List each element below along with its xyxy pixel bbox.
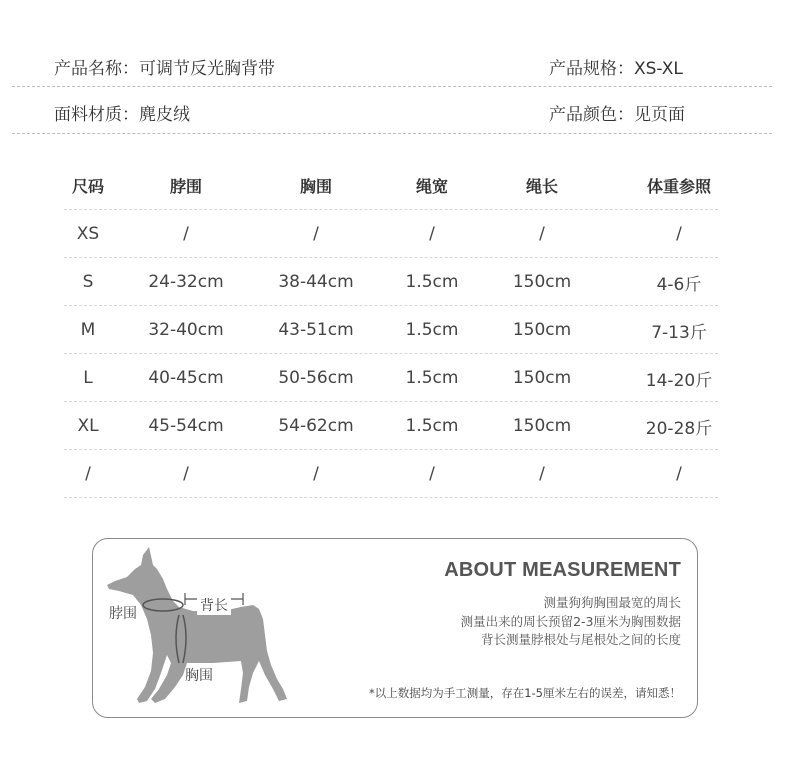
cell-rope-width: 1.5cm xyxy=(405,368,459,388)
cell-size: S xyxy=(82,272,94,292)
product-info-row-2 xyxy=(0,90,790,130)
header-weight: 体重参照 xyxy=(646,176,711,196)
dog-silhouette-icon xyxy=(93,539,333,717)
table-row xyxy=(64,402,718,450)
cell-weight: 20-28斤 xyxy=(645,418,713,439)
header-rope-width: 绳宽 xyxy=(415,176,448,196)
table-row xyxy=(64,354,718,402)
cell-rope-width: 1.5cm xyxy=(405,416,459,436)
cell-rope-length: / xyxy=(539,224,545,244)
table-header xyxy=(64,160,718,210)
cell-rope-length: 150cm xyxy=(512,416,572,436)
cell-rope-width: 1.5cm xyxy=(405,320,459,340)
cell-chest: 43-51cm xyxy=(278,320,354,340)
cell-chest: / xyxy=(313,464,319,484)
product-info-row-1 xyxy=(0,44,790,84)
material-label: 面料材质：麂皮绒 xyxy=(54,105,190,125)
divider xyxy=(12,133,772,134)
cell-weight: 4-6斤 xyxy=(656,274,702,295)
cell-rope-length: 150cm xyxy=(512,368,572,388)
size-table xyxy=(64,160,718,498)
table-row xyxy=(64,210,718,258)
cell-size: M xyxy=(80,320,96,340)
cell-weight: 7-13斤 xyxy=(651,322,707,343)
cell-rope-length: / xyxy=(539,464,545,484)
back-length-label: 背长 xyxy=(197,595,231,615)
header-rope-length: 绳长 xyxy=(525,176,558,196)
cell-chest: 54-62cm xyxy=(278,416,354,436)
cell-weight: / xyxy=(676,464,682,484)
cell-neck: 40-45cm xyxy=(148,368,224,388)
row-divider xyxy=(64,497,718,498)
cell-chest: / xyxy=(313,224,319,244)
cell-neck: 45-54cm xyxy=(148,416,224,436)
chest-label: 胸围 xyxy=(185,668,213,684)
measurement-panel xyxy=(92,538,698,718)
cell-neck: 24-32cm xyxy=(148,272,224,292)
cell-rope-length: 150cm xyxy=(512,320,572,340)
measurement-line: 背长测量脖根处与尾根处之间的长度 xyxy=(480,632,681,647)
cell-weight: / xyxy=(676,224,682,244)
cell-size: XS xyxy=(76,224,100,244)
cell-size: / xyxy=(85,464,91,484)
header-neck: 脖围 xyxy=(169,176,202,196)
measurement-line: 测量出来的周长预留2-3厘米为胸围数据 xyxy=(460,614,681,629)
cell-rope-width: 1.5cm xyxy=(405,272,459,292)
header-chest: 胸围 xyxy=(299,176,332,196)
neck-label: 脖围 xyxy=(109,606,137,622)
header-size: 尺码 xyxy=(71,176,104,196)
measurement-line: 测量狗狗胸围最宽的周长 xyxy=(543,595,681,610)
cell-rope-width: / xyxy=(429,224,435,244)
cell-chest: 50-56cm xyxy=(278,368,354,388)
cell-neck: / xyxy=(183,464,189,484)
cell-rope-length: 150cm xyxy=(512,272,572,292)
divider xyxy=(12,86,772,87)
measurement-note: *以上数据均为手工测量，存在1-5厘米左右的误差，请知悉！ xyxy=(368,686,681,700)
measurement-title: ABOUT MEASUREMENT xyxy=(444,559,681,581)
table-row xyxy=(64,306,718,354)
product-name-label: 产品名称：可调节反光胸背带 xyxy=(54,59,275,79)
table-row xyxy=(64,258,718,306)
table-row xyxy=(64,450,718,498)
cell-chest: 38-44cm xyxy=(278,272,354,292)
cell-size: L xyxy=(83,368,93,388)
color-label: 产品颜色：见页面 xyxy=(549,105,685,125)
cell-weight: 14-20斤 xyxy=(645,370,713,391)
product-spec-label: 产品规格：XS-XL xyxy=(549,59,683,79)
cell-neck: 32-40cm xyxy=(148,320,224,340)
cell-size: XL xyxy=(77,416,99,436)
cell-neck: / xyxy=(183,224,189,244)
cell-rope-width: / xyxy=(429,464,435,484)
